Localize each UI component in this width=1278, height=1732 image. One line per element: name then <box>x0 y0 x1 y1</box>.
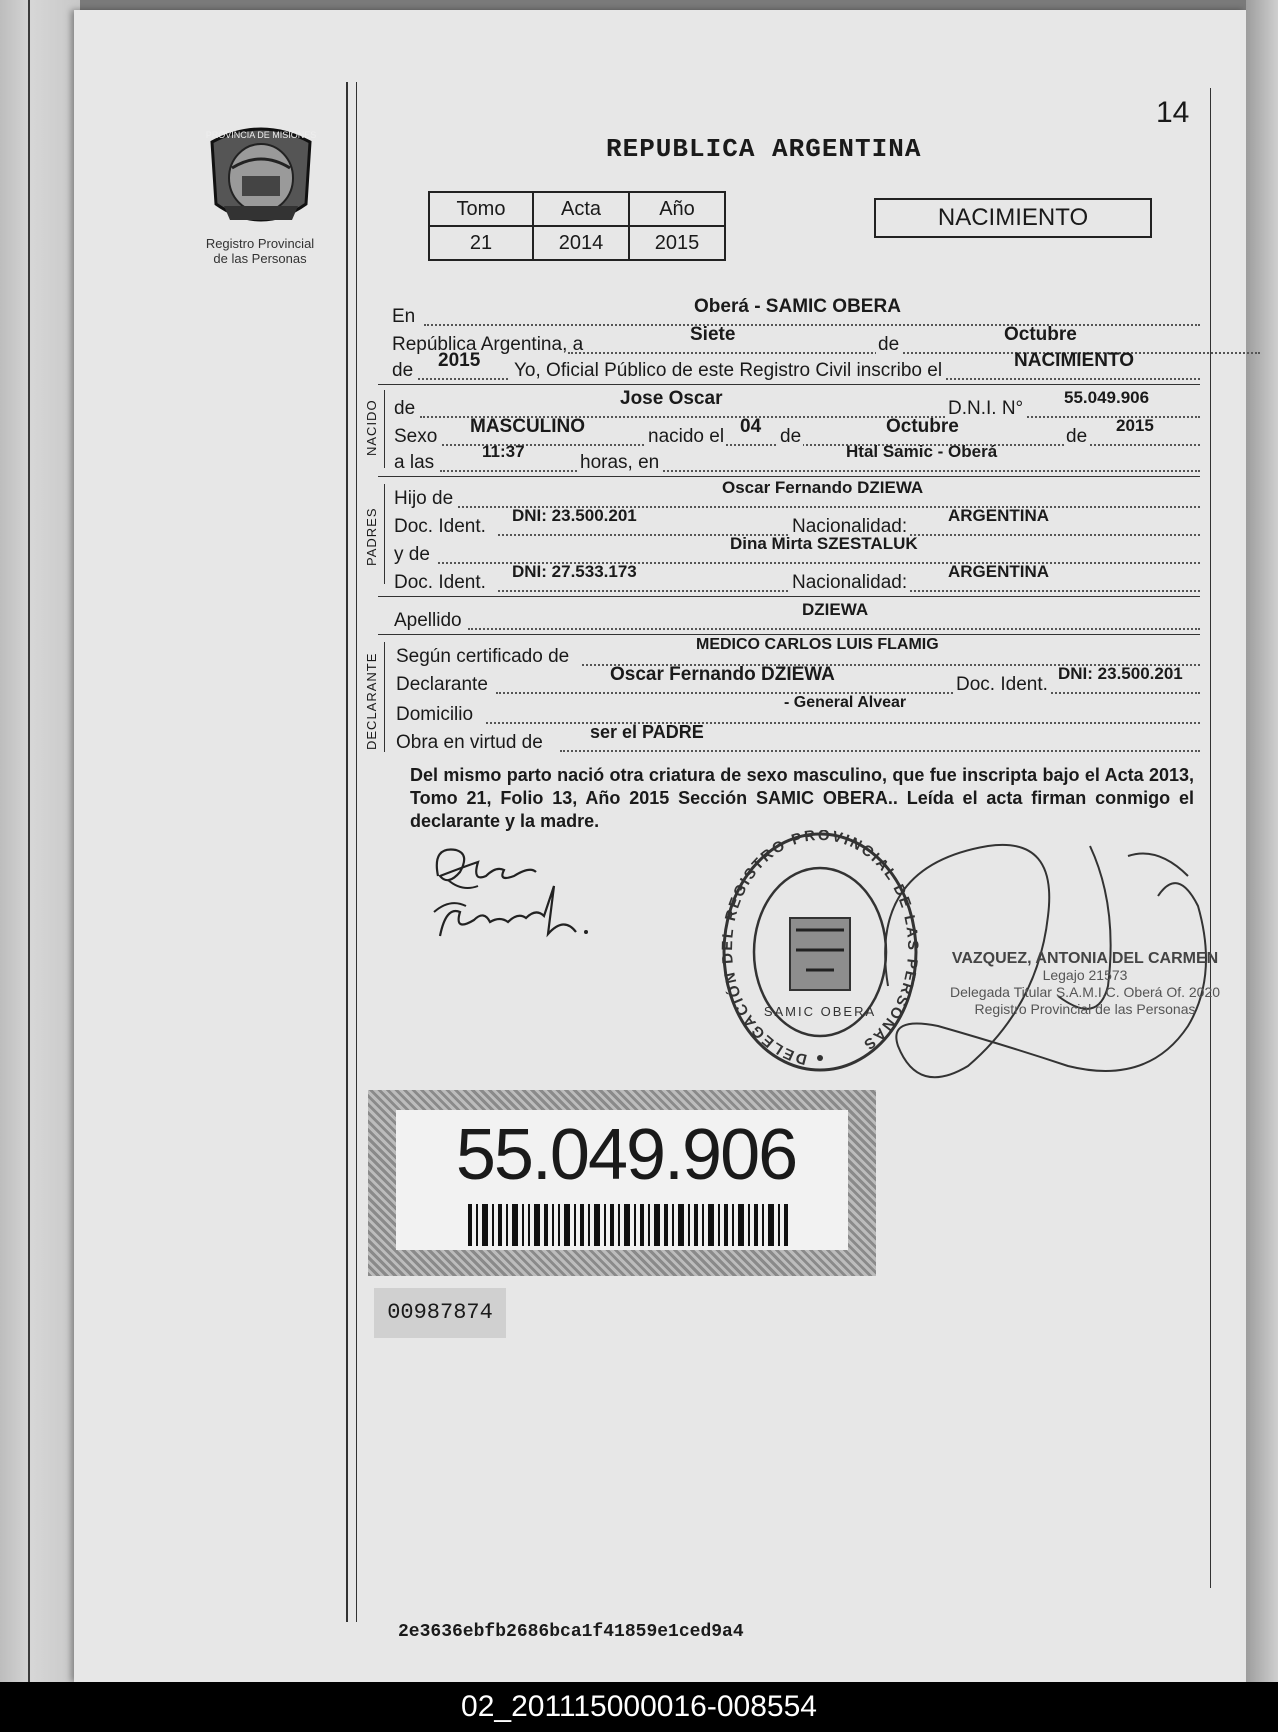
official-title: Delegada Titular S.A.M.I.C. Oberá Of. 2020 <box>950 984 1221 1000</box>
nacido-de-label: de <box>394 398 416 419</box>
father-nationality: ARGENTINA <box>948 506 1050 525</box>
day-word: Siete <box>690 324 736 345</box>
place-line <box>392 296 1200 328</box>
month-value: Octubre <box>1004 324 1077 345</box>
birth-de2: de <box>1066 426 1088 447</box>
page-number: 14 <box>1156 96 1190 129</box>
page-edge-shadow <box>1246 0 1278 1682</box>
serial-number: 00987874 <box>374 1288 506 1338</box>
year-de-label: de <box>392 360 414 381</box>
declarante-bracket <box>384 642 385 752</box>
official-name: VAZQUEZ, ANTONIA DEL CARMEN <box>951 950 1219 967</box>
barcode-number: 55.049.906 <box>455 1115 797 1195</box>
binder-edge <box>28 0 30 1682</box>
domicilio-value: - General Alvear <box>784 694 907 711</box>
mother-doc: DNI: 27.533.173 <box>512 562 637 581</box>
year-value: 2015 <box>438 350 481 371</box>
nacido-section-label: NACIDO <box>364 399 379 456</box>
acta-header: Acta <box>533 192 629 226</box>
mother-name: Dina Mirta SZESTALUK <box>730 534 918 553</box>
binder-background <box>0 0 80 1682</box>
horas-label: horas, en <box>580 452 660 473</box>
birth-day: 04 <box>740 416 762 437</box>
section-divider <box>378 634 1200 635</box>
father-doc: DNI: 23.500.201 <box>512 506 637 525</box>
birth-time: 11:37 <box>482 442 525 461</box>
birth-month: Octubre <box>886 416 959 437</box>
left-margin-rule-inner <box>356 82 357 1622</box>
dotted-line <box>440 448 1200 472</box>
domicilio-label: Domicilio <box>396 704 474 725</box>
padres-section-label: PADRES <box>364 507 379 566</box>
record-table <box>428 191 726 261</box>
section-divider <box>378 476 1200 477</box>
hijo-label: Hijo de <box>394 488 454 509</box>
anio-value: 2015 <box>629 226 725 260</box>
child-name: Jose Oscar <box>620 388 723 409</box>
event-value: NACIMIENTO <box>1014 350 1134 371</box>
stamp-inner-text: SAMIC OBERA <box>763 1004 877 1019</box>
en-label: En <box>392 306 416 327</box>
acta-value: 2014 <box>533 226 629 260</box>
father-nationality-label: Nacionalidad: <box>792 516 908 537</box>
domicilio-line <box>396 694 1200 726</box>
de-label: de <box>878 334 900 355</box>
barcode-bars <box>468 1204 788 1246</box>
padres-bracket <box>384 484 385 584</box>
declarante-label: Declarante <box>396 674 488 695</box>
declarante-line <box>396 664 1200 696</box>
birth-de1: de <box>780 426 802 447</box>
alas-label: a las <box>394 452 435 473</box>
birth-year: 2015 <box>1116 416 1154 435</box>
declarant-signature <box>426 836 626 956</box>
logo-caption-line2: de las Personas <box>213 251 307 266</box>
republica-label: República Argentina, a <box>392 334 584 355</box>
anio-header: Año <box>629 192 725 226</box>
father-name: Oscar Fernando DZIEWA <box>722 478 924 497</box>
observations-paragraph: Del mismo parto nació otra criatura de sexo masculino, que fue inscripta bajo el Acta 2013, Tomo 21, Folio 13, Año 2015 Sección SAMIC OBERA.. Leída el acta firman conmigo el declarante y la madre. <box>410 765 1194 831</box>
birth-place: Htal Samic - Oberá <box>846 442 998 461</box>
mother-nationality-label: Nacionalidad: <box>792 572 908 593</box>
sexo-value: MASCULINO <box>470 416 586 437</box>
section-divider <box>378 384 1200 385</box>
left-margin-rule <box>346 82 348 1622</box>
dotted-line <box>568 330 1260 354</box>
child-dni: 55.049.906 <box>1064 388 1150 407</box>
declarante-section-label: DECLARANTE <box>364 652 379 750</box>
country-title: REPUBLICA ARGENTINA <box>606 134 922 164</box>
obra-line <box>396 722 1200 754</box>
section-divider <box>378 596 1200 597</box>
oficial-text: Yo, Oficial Público de este Registro Civil inscribo el <box>510 360 946 382</box>
nacido-el-label: nacido el <box>648 426 725 447</box>
sexo-label: Sexo <box>394 426 438 447</box>
official-signature-stamp-text <box>950 950 1220 1018</box>
apellido-label: Apellido <box>394 610 462 631</box>
logo-text: PROVINCIA DE MISIONES <box>205 130 317 140</box>
place-value: Oberá - SAMIC OBERA <box>694 296 901 317</box>
nacido-bracket <box>384 390 385 468</box>
dni-label: D.N.I. N° <box>948 398 1024 419</box>
year-line <box>392 350 1200 382</box>
declarante-doc-label: Doc. Ident. <box>956 674 1048 695</box>
mother-doc-label: Doc. Ident. <box>394 572 486 593</box>
stamp-ring-text: DELEGACIÓN DEL REGISTRO PROVINCIAL DE LAS PERSONAS <box>720 830 920 1068</box>
apellido-value: DZIEWA <box>802 600 869 619</box>
obra-value: ser el PADRE <box>590 722 704 742</box>
logo-caption-line1: Registro Provincial <box>205 236 315 251</box>
tomo-header: Tomo <box>429 192 533 226</box>
scan-footer-id: 02_201115000016-008554 <box>0 1682 1278 1732</box>
declarante-name: Oscar Fernando DZIEWA <box>610 664 835 685</box>
cert-value: MEDICO CARLOS LUIS FLAMIG <box>696 636 939 653</box>
yde-label: y de <box>394 544 430 565</box>
barcode-sticker <box>368 1090 876 1276</box>
official-registry: Registro Provincial de las Personas <box>974 1001 1196 1017</box>
logo-caption <box>190 236 330 266</box>
document-hash: 2e3636ebfb2686bca1f41859e1ced9a4 <box>398 1622 744 1642</box>
tomo-value: 21 <box>429 226 533 260</box>
apellido-line <box>394 600 1200 632</box>
official-legajo: Legajo 21573 <box>1042 967 1128 983</box>
barcode-label <box>396 1110 848 1250</box>
obra-label: Obra en virtud de <box>396 732 543 753</box>
time-line <box>394 442 1200 474</box>
mother-nationality: ARGENTINA <box>948 562 1050 581</box>
cert-label: Según certificado de <box>396 646 570 667</box>
father-doc-label: Doc. Ident. <box>394 516 486 537</box>
declarante-doc: DNI: 23.500.201 <box>1058 664 1183 683</box>
mother-doc-line <box>394 562 1200 594</box>
record-type-box: NACIMIENTO <box>874 198 1152 238</box>
